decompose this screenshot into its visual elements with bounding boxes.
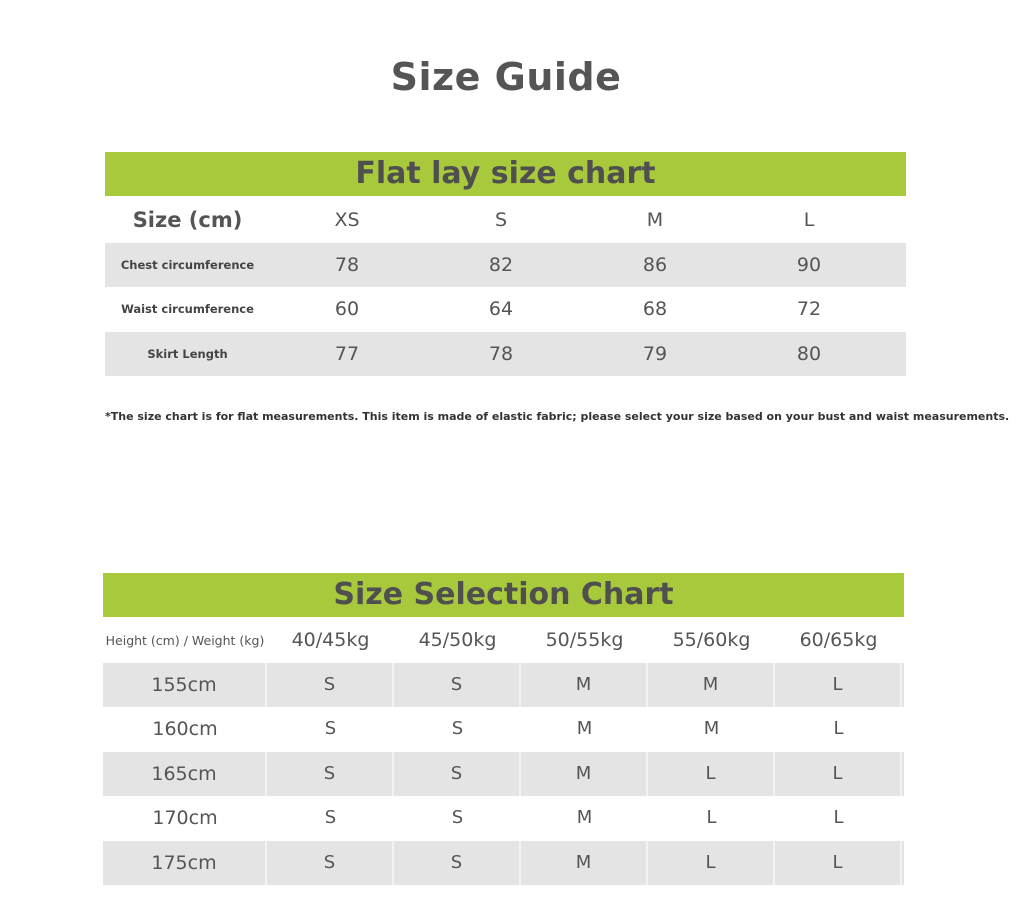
size-selection-heading: Size Selection Chart <box>103 573 904 617</box>
table-cell: S <box>267 841 394 885</box>
table-cell: S <box>267 752 394 796</box>
table-cell: M <box>576 718 593 740</box>
table-cell: S <box>394 752 521 796</box>
table-row <box>103 796 904 841</box>
table-cell: M <box>521 841 648 885</box>
table-cell: L <box>648 841 775 885</box>
table-cell: 77 <box>334 342 360 365</box>
flat-lay-table <box>105 198 906 376</box>
header-cell: XS <box>334 209 360 232</box>
table-cell: M <box>576 807 593 829</box>
row-label: Chest circumference <box>120 257 255 272</box>
table-row <box>103 841 904 886</box>
header-cell: 40/45kg <box>291 629 370 652</box>
table-cell: 72 <box>796 298 822 321</box>
table-cell: S <box>324 718 337 740</box>
table-row <box>103 663 904 708</box>
table-cell: L <box>648 752 775 796</box>
row-label: 170cm <box>152 807 218 830</box>
row-label: 160cm <box>152 718 218 741</box>
page-title: Size Guide <box>390 55 622 99</box>
table-cell: S <box>451 807 464 829</box>
header-cell: Size (cm) <box>132 208 243 233</box>
row-label: Waist circumference <box>121 302 254 317</box>
table-row <box>105 243 906 288</box>
table-cell: L <box>775 841 902 885</box>
table-cell: L <box>775 752 902 796</box>
header-cell: M <box>646 209 664 232</box>
table-row <box>103 707 904 752</box>
table-cell: M <box>521 663 648 707</box>
table-cell: M <box>703 718 720 740</box>
table-cell: S <box>394 663 521 707</box>
table-row <box>103 752 904 797</box>
table-cell: S <box>267 663 394 707</box>
table-cell: M <box>648 663 775 707</box>
row-label: 165cm <box>103 752 267 796</box>
table-cell: 68 <box>642 298 668 321</box>
header-cell: Height (cm) / Weight (kg) <box>105 632 265 648</box>
flat-lay-header-row <box>105 198 906 243</box>
table-cell: M <box>521 752 648 796</box>
size-selection-table <box>103 618 904 885</box>
table-cell: 60 <box>334 298 360 321</box>
header-cell: 50/55kg <box>545 629 624 652</box>
row-label: 175cm <box>103 841 267 885</box>
table-cell: 90 <box>796 253 822 276</box>
table-row <box>105 287 906 332</box>
table-cell: 82 <box>488 253 514 276</box>
table-cell: 86 <box>642 253 668 276</box>
header-cell: L <box>803 209 815 232</box>
table-cell: L <box>775 663 902 707</box>
table-cell: 78 <box>334 253 360 276</box>
flat-lay-heading: Flat lay size chart <box>105 152 906 196</box>
table-cell: S <box>451 718 464 740</box>
size-chart-note: *The size chart is for flat measurements. This item is made of elastic fabric; please select your size based on your bust and waist measurements. <box>105 410 1010 423</box>
header-cell: S <box>494 209 508 232</box>
table-cell: S <box>394 841 521 885</box>
table-cell: L <box>833 718 844 740</box>
row-label: 155cm <box>103 663 267 707</box>
table-cell: 79 <box>642 342 668 365</box>
table-cell: 80 <box>796 342 822 365</box>
table-cell: 78 <box>488 342 514 365</box>
table-cell: L <box>706 807 717 829</box>
row-label: Skirt Length <box>147 346 228 361</box>
selection-header-row <box>103 618 904 663</box>
table-cell: 64 <box>488 298 514 321</box>
table-cell: L <box>833 807 844 829</box>
table-cell: S <box>324 807 337 829</box>
header-cell: 45/50kg <box>418 629 497 652</box>
table-row <box>105 332 906 377</box>
header-cell: 55/60kg <box>672 629 751 652</box>
header-cell: 60/65kg <box>799 629 878 652</box>
